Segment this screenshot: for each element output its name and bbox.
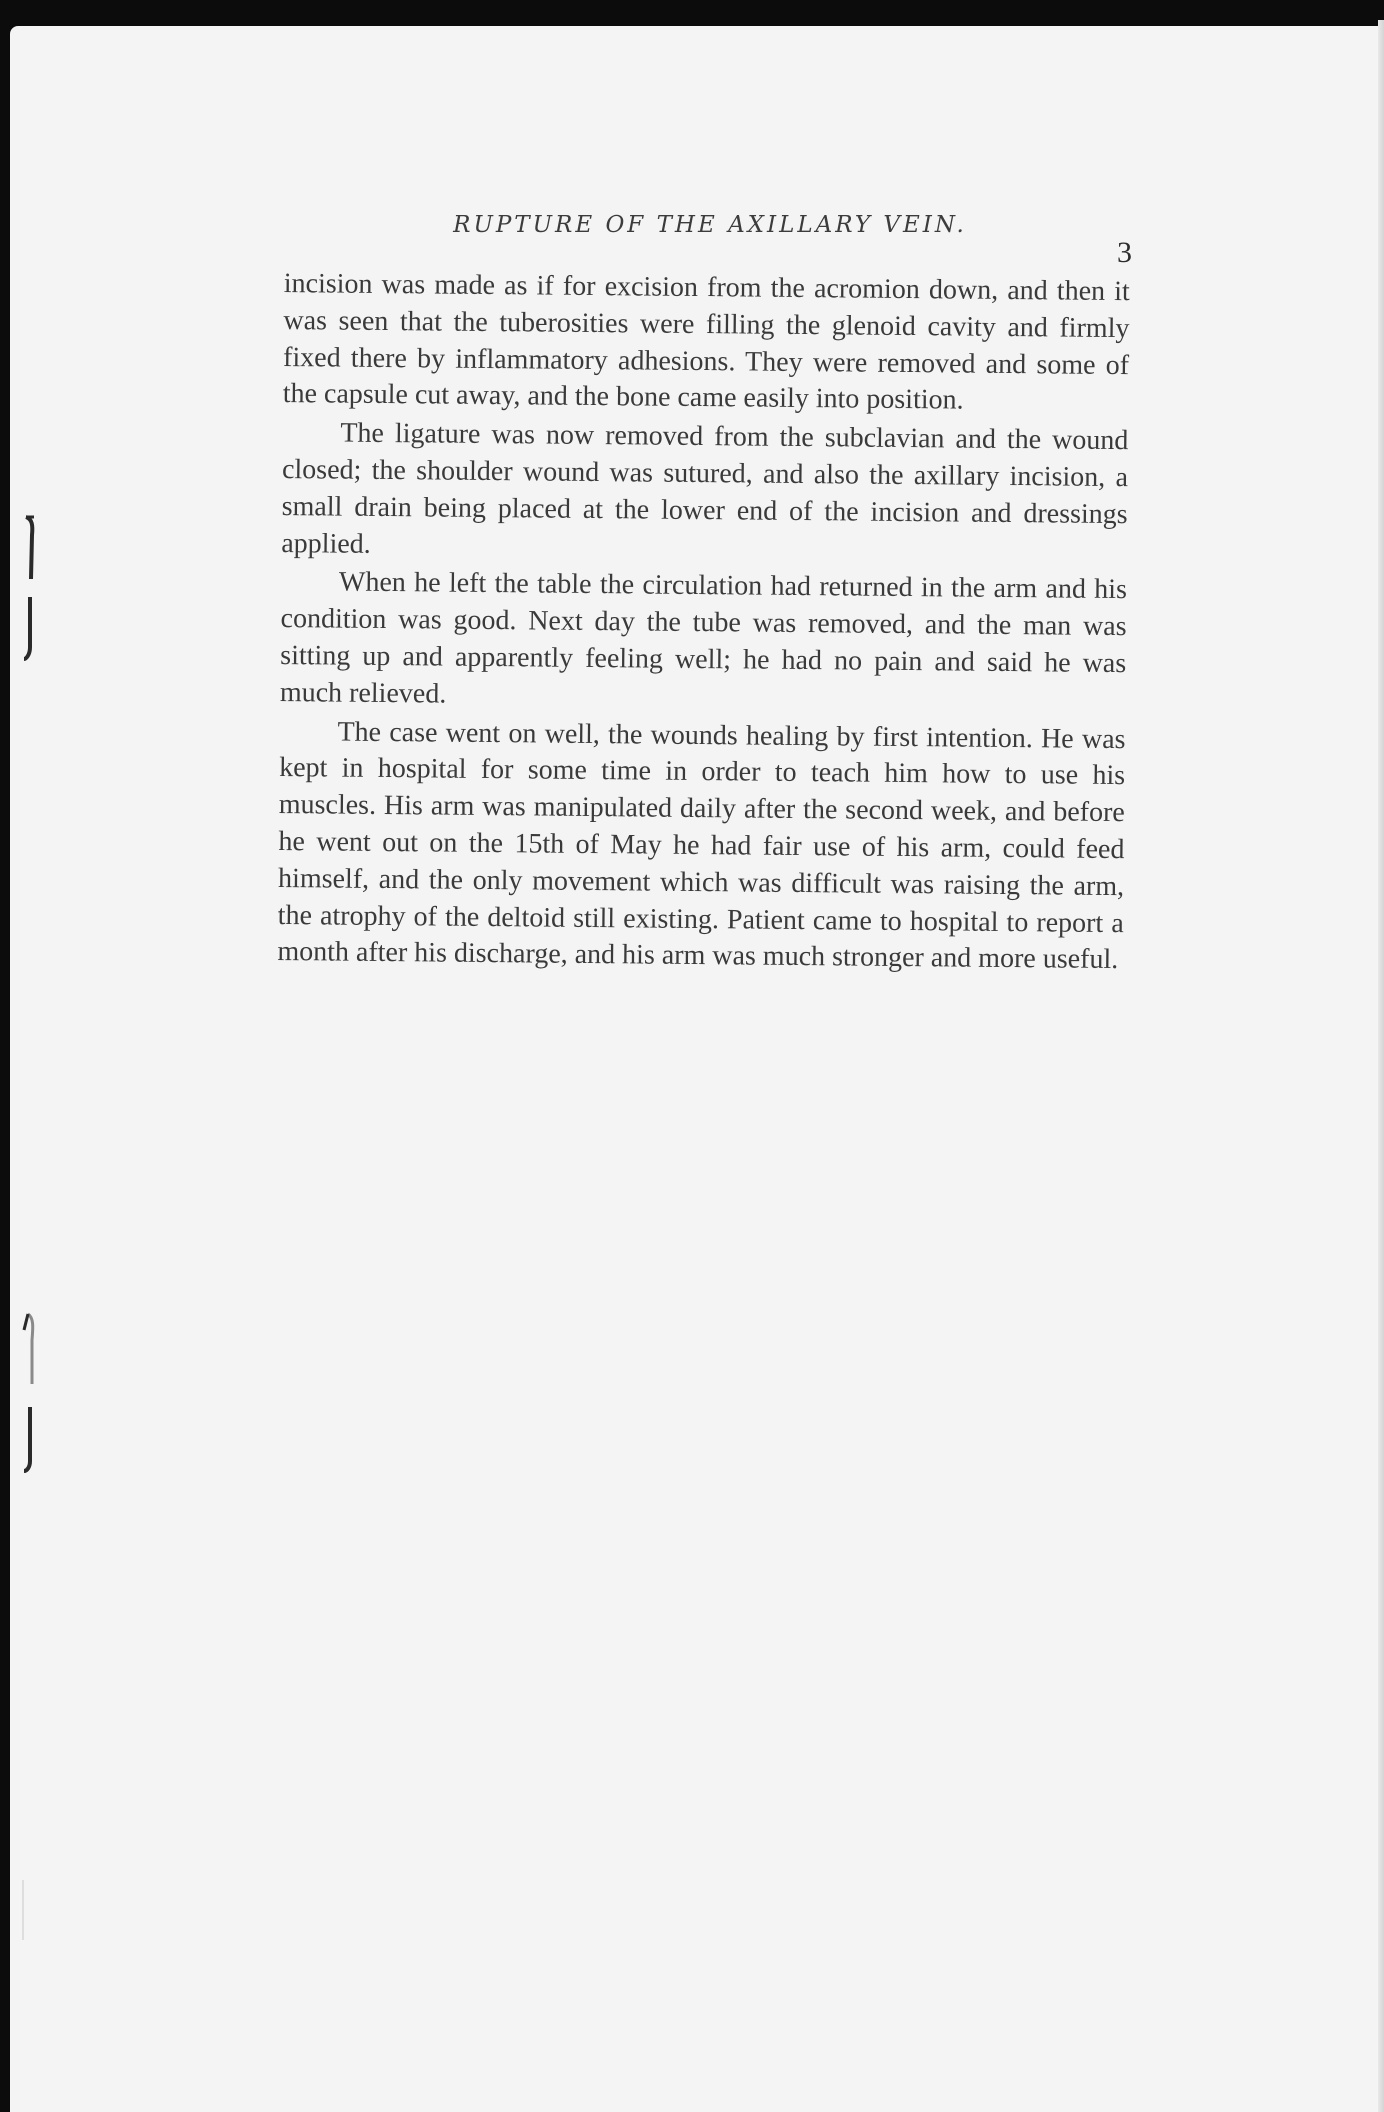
paragraph-circulation: When he left the table the circulation had returned in the arm and his condition was good. Next day the tube was removed, and the man was sitting up and apparently feeling well; he had no pain and said he was much relieved. bbox=[279, 566, 1128, 710]
staple-top-lower bbox=[18, 595, 40, 663]
running-head: RUPTURE OF THE AXILLARY VEIN. bbox=[453, 212, 967, 238]
staple-top-upper bbox=[18, 515, 40, 585]
paragraph-continued: incision was made as if for excision from the acromion down, and then it was seen that the tuberosities were filling the glenoid cavity and firmly fixed there by inflammatory adhesions. They were removed and some of the capsule cut away, and the bone came easily into position. bbox=[282, 267, 1130, 416]
page-number: 3 bbox=[1117, 236, 1132, 269]
paper-crease bbox=[22, 1880, 24, 1940]
body-text bbox=[277, 266, 1130, 981]
paragraph-recovery: The case went on well, the wounds healing by first intention. He was kept in hospital for some time in order to teach him how to use his muscles. His arm was manipulated daily after the second week, and before he went out on the 15th of May he had fair use of his arm, could feed himself, and the only movement which was difficult was raising the arm, the atrophy of the deltoid still existing. Patient came to hospital to report a month after his discharge, and his arm was much stronger and more useful. bbox=[277, 716, 1126, 976]
staple-bottom-upper bbox=[18, 1310, 40, 1390]
page-edge-shadow bbox=[1378, 20, 1384, 2112]
staple-bottom-lower bbox=[18, 1405, 40, 1475]
paragraph-ligature: The ligature was now removed from the subclavian and the wound closed; the shoulder wound was sutured, and also the axillary incision, a small drain being placed at the lower end of the incision and dressings applied. bbox=[281, 417, 1129, 560]
